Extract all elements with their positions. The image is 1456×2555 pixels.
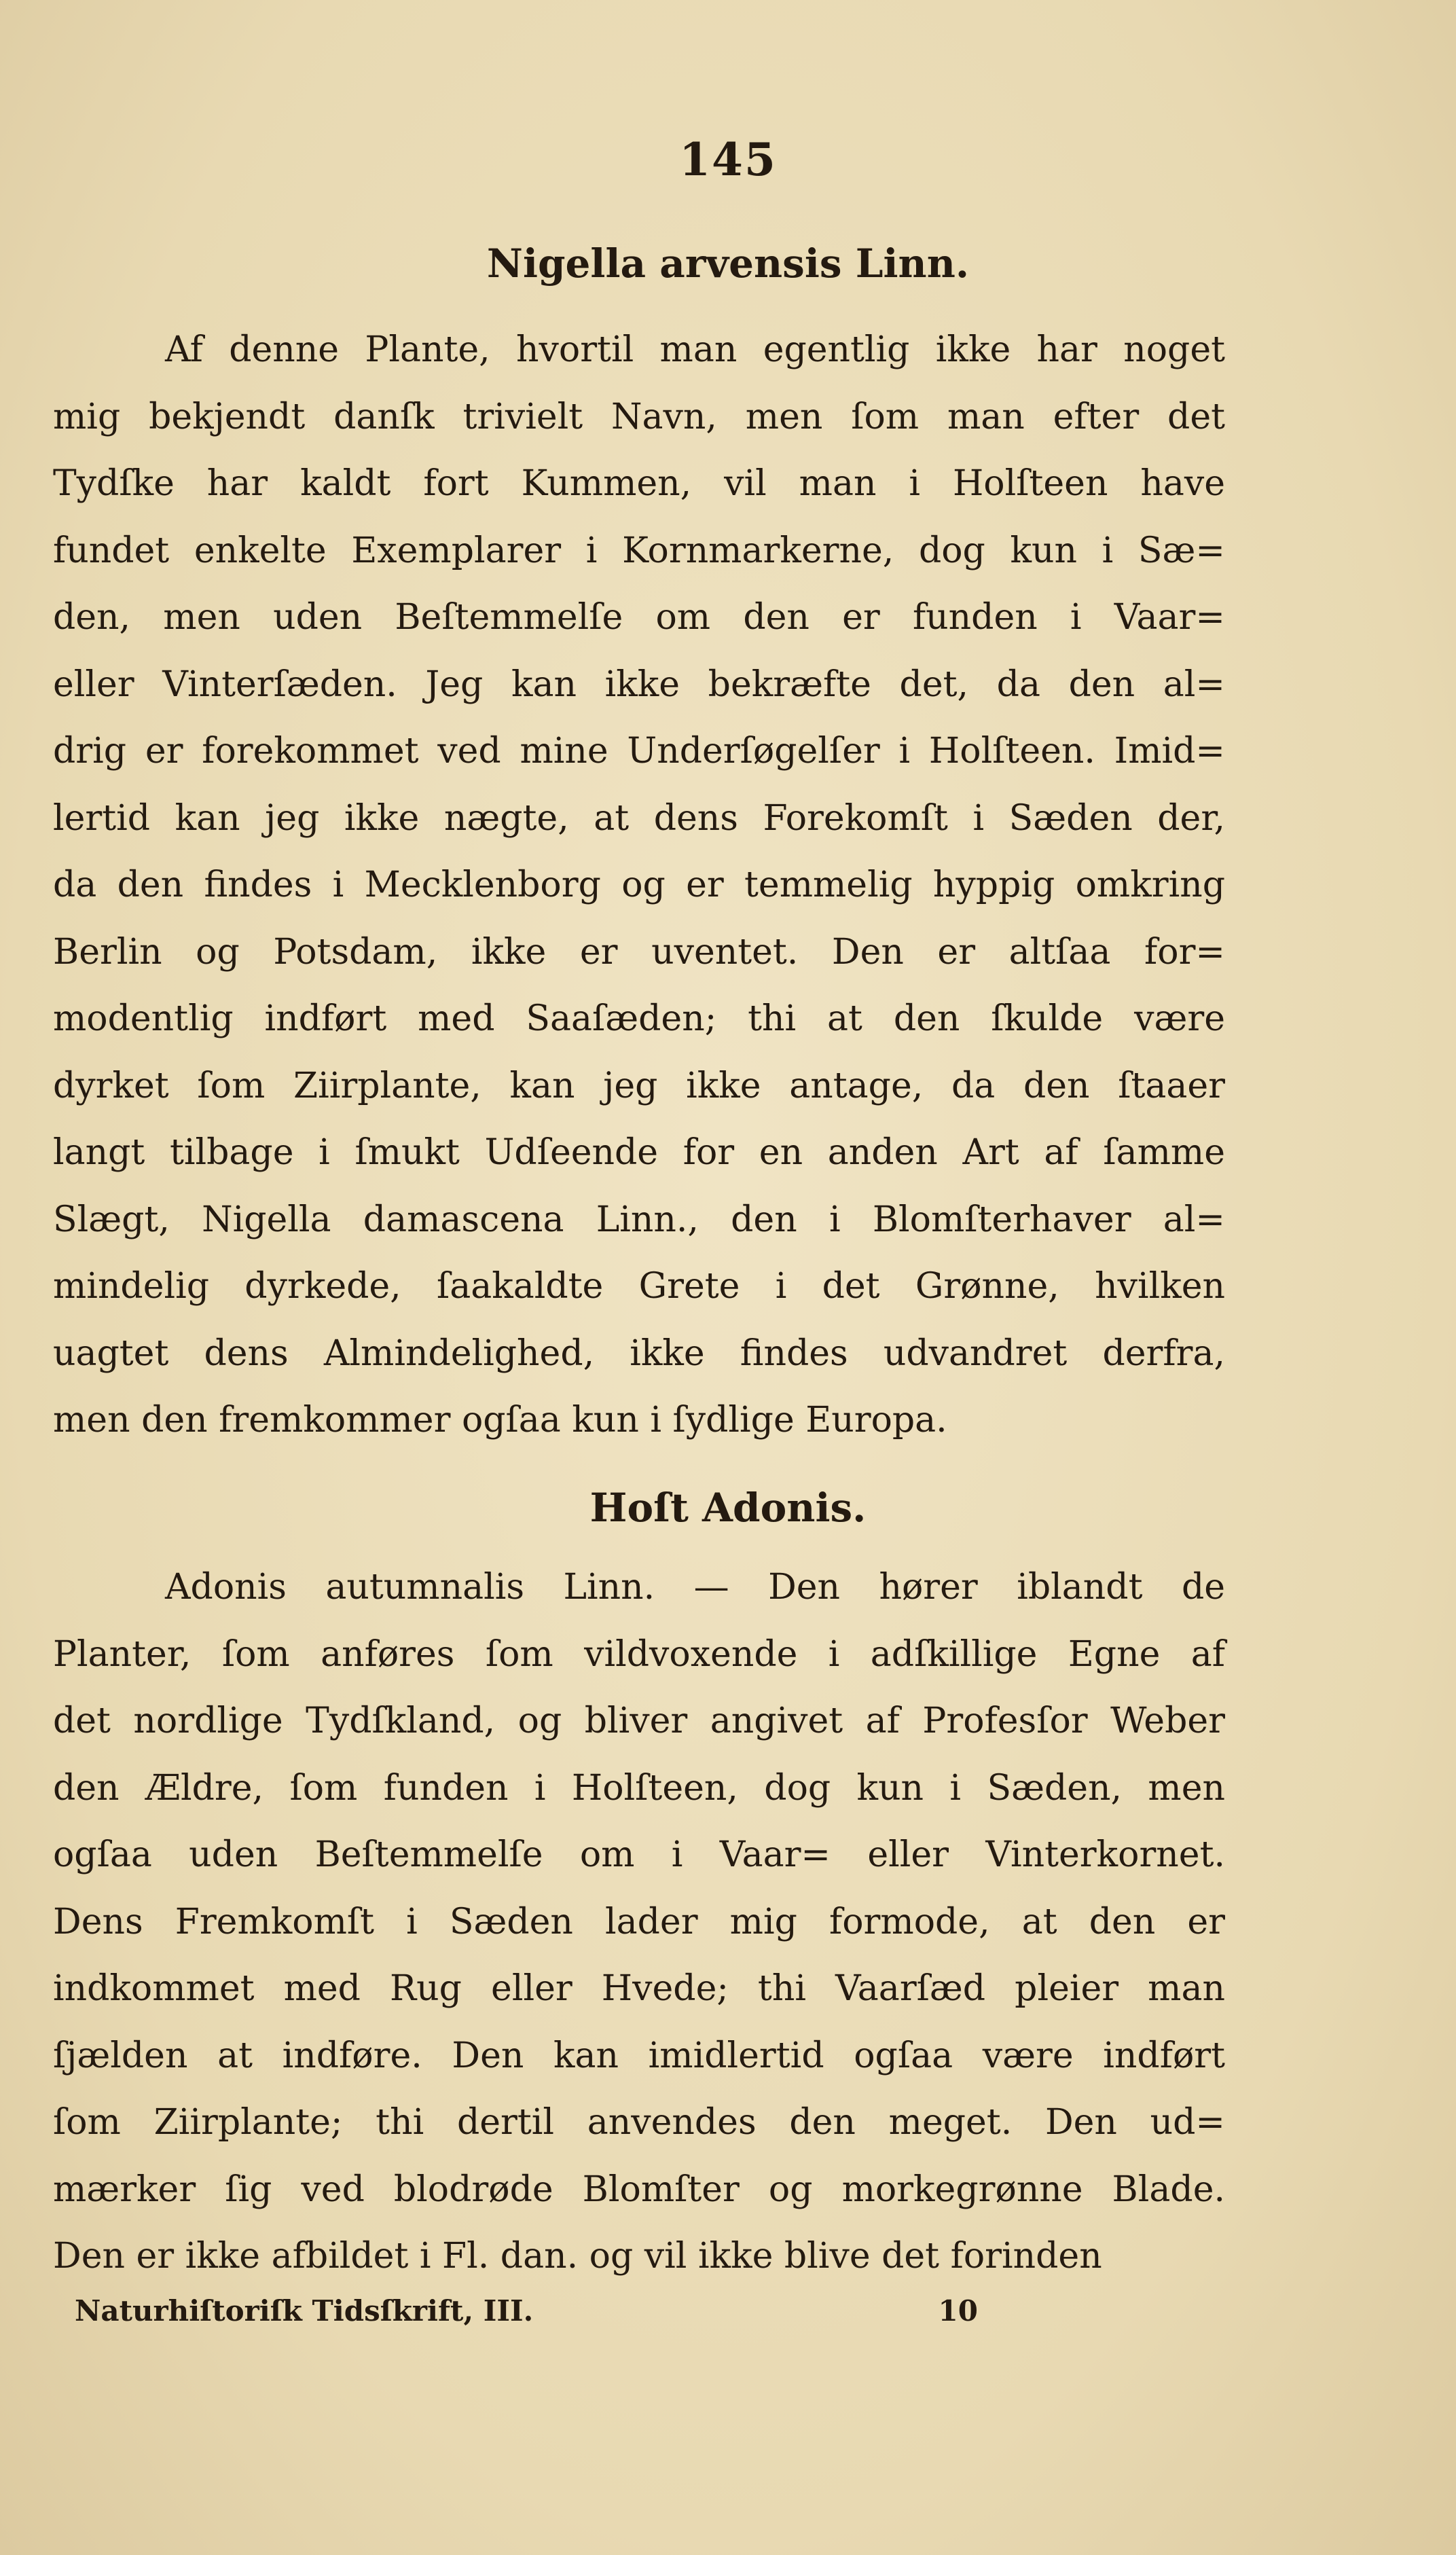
text-line: mærker ſig ved blodrøde Blomſter og morkegrønne Blade. <box>53 2169 1225 2210</box>
paragraph-nigella <box>53 316 1225 1454</box>
text-line: mindelig dyrkede, ſaakaldte Grete i det Grønne, hvilken <box>53 1266 1225 1307</box>
text-line: Adonis autumnalis Linn. — Den hører iblandt de <box>165 1567 1225 1608</box>
text-line: Tydſke har kaldt fort Kummen, vil man i Holſteen have <box>53 463 1225 504</box>
text-line: dyrket ſom Ziirplante, kan jeg ikke antage, da den ſtaaer <box>53 1065 1225 1106</box>
section-heading-nigella: Nigella arvensis Linn. <box>486 240 970 287</box>
text-line: ſjælden at indføre. Den kan imidlertid ogſaa være indført <box>53 2035 1225 2076</box>
text-line: mig bekjendt danſk trivielt Navn, men ſom man efter det <box>53 396 1225 437</box>
text-line: Planter, ſom anføres ſom vildvoxende i adſkillige Egne af <box>53 1633 1225 1675</box>
text-line: men den fremkommer ogſaa kun i ſydlige Europa. <box>53 1400 947 1440</box>
text-line: Dens Fremkomſt i Sæden lader mig formode, at den er <box>53 1901 1225 1942</box>
page-number: 145 <box>679 133 777 186</box>
paragraph-adonis <box>53 1554 1225 2290</box>
text-line: ogſaa uden Beſtemmelſe om i Vaar= eller Vinterkornet. <box>53 1834 1225 1875</box>
text-line: Den er ikke afbildet i Fl. dan. og vil ikke blive det forinden <box>53 2236 1102 2277</box>
text-line: uagtet dens Almindelighed, ikke findes udvandret derfra, <box>53 1333 1225 1374</box>
text-line: Af denne Plante, hvortil man egentlig ikke har noget <box>165 329 1225 370</box>
text-line: det nordlige Tydſkland, og bliver angivet af Profesſor Weber <box>53 1701 1225 1741</box>
text-line: ſom Ziirplante; thi dertil anvendes den meget. Den ud= <box>53 2102 1225 2143</box>
text-line: fundet enkelte Exemplarer i Kornmarkerne, dog kun i Sæ= <box>53 530 1225 571</box>
text-line: Berlin og Potsdam, ikke er uventet. Den er altſaa for= <box>53 931 1225 973</box>
text-line: den, men uden Beſtemmelſe om den er funden i Vaar= <box>53 597 1225 638</box>
text-line: langt tilbage i ſmukt Udſeende for en anden Art af ſamme <box>53 1132 1225 1173</box>
text-line: drig er forekommet ved mine Underſøgelſer i Holſteen. Imid= <box>53 731 1225 772</box>
text-line: indkommet med Rug eller Hvede; thi Vaarſæd pleier man <box>53 1968 1225 2009</box>
text-line: Slægt, Nigella damascena Linn., den i Blomſterhaver al= <box>53 1199 1225 1240</box>
text-line: lertid kan jeg ikke nægte, at dens Forekomſt i Sæden der, <box>53 797 1225 839</box>
journal-signature-line: Naturhiſtoriſk Tidsſkrift, III. <box>75 2294 534 2327</box>
text-line: den Ældre, ſom funden i Holſteen, dog kun i Sæden, men <box>53 1767 1225 1809</box>
sheet-signature: 10 <box>938 2294 978 2327</box>
section-heading-adonis: Hoſt Adonis. <box>589 1485 867 1531</box>
text-line: da den findes i Mecklenborg og er temmelig hyppig omkring <box>53 865 1225 905</box>
text-line: modentlig indført med Saaſæden; thi at den ſkulde være <box>53 998 1225 1039</box>
text-line: eller Vinterſæden. Jeg kan ikke bekræfte det, da den al= <box>53 664 1225 705</box>
